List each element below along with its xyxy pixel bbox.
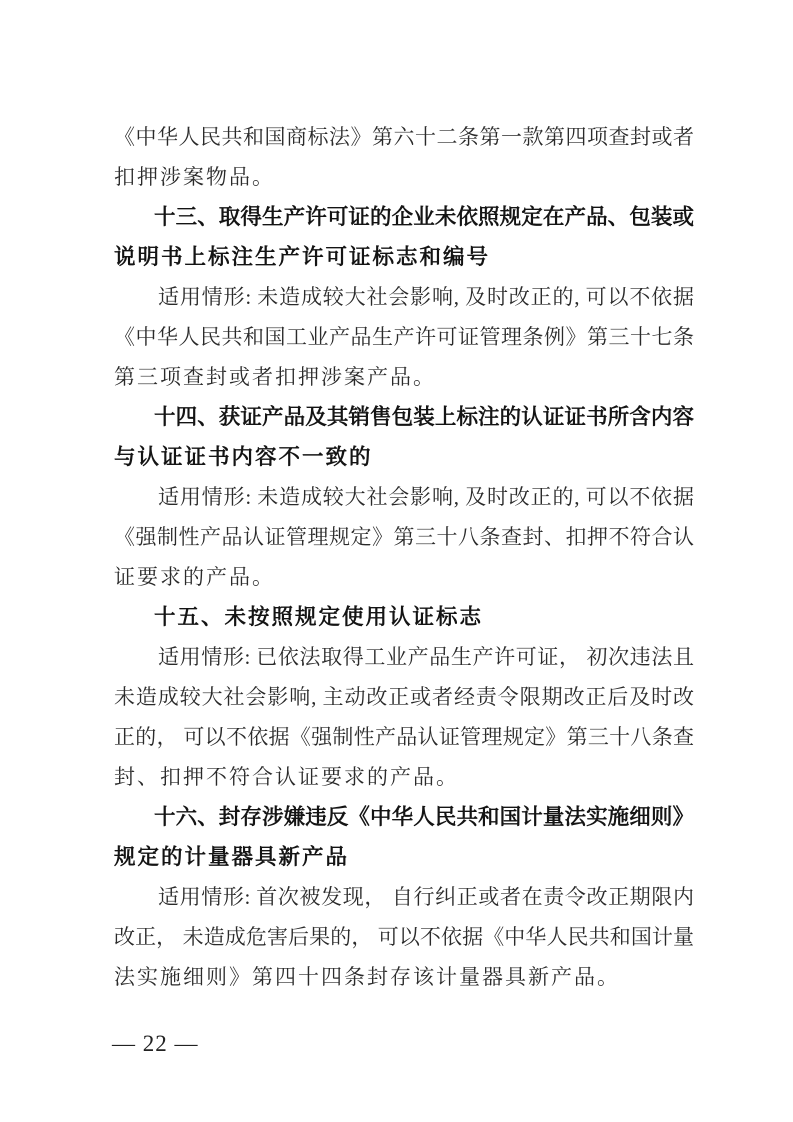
body-text-line: 《中华人民共和国商标法》第六十二条第一款第四项查封或者 bbox=[114, 125, 694, 149]
body-text-line: 正的， 可以不依据《强制性产品认证管理规定》第三十八条查 bbox=[114, 725, 694, 749]
page-number: — 22 — bbox=[112, 1031, 199, 1056]
body-text-line: 未造成较大社会影响, 主动改正或者经责令限期改正后及时改 bbox=[114, 685, 694, 709]
section-heading-line: 十五、未按照规定使用认证标志 bbox=[154, 605, 484, 629]
body-text-line: 法实施细则》第四十四条封存该计量器具新产品。 bbox=[114, 965, 620, 989]
body-text-line: 封、扣押不符合认证要求的产品。 bbox=[114, 765, 459, 789]
document-content bbox=[114, 117, 694, 997]
body-text-line: 《中华人民共和国工业产品生产许可证管理条例》第三十七条 bbox=[114, 325, 694, 349]
body-text-line: 适用情形: 已依法取得工业产品生产许可证， 初次违法且 bbox=[158, 645, 694, 669]
body-text-line: 适用情形: 首次被发现， 自行纠正或者在责令改正期限内 bbox=[158, 885, 694, 909]
section-heading-line: 与认证证书内容不一致的 bbox=[114, 445, 373, 469]
section-heading-line: 规定的计量器具新产品 bbox=[114, 845, 350, 869]
body-text-line: 改正， 未造成危害后果的， 可以不依据《中华人民共和国计量 bbox=[114, 925, 694, 949]
body-text-line: 第三项查封或者扣押涉案产品。 bbox=[114, 365, 436, 389]
section-heading-line: 十四、获证产品及其销售包装上标注的认证证书所含内容 bbox=[154, 405, 694, 429]
section-heading-line: 十六、封存涉嫌违反《中华人民共和国计量法实施细则》 bbox=[154, 805, 694, 829]
section-heading-line: 说明书上标注生产许可证标志和编号 bbox=[114, 245, 491, 269]
body-text-line: 扣押涉案物品。 bbox=[114, 165, 275, 189]
body-text-line: 适用情形: 未造成较大社会影响, 及时改正的, 可以不依据 bbox=[158, 285, 694, 309]
body-text-line: 适用情形: 未造成较大社会影响, 及时改正的, 可以不依据 bbox=[158, 485, 694, 509]
body-text-line: 《强制性产品认证管理规定》第三十八条查封、扣押不符合认 bbox=[114, 525, 694, 549]
section-heading-line: 十三、取得生产许可证的企业未依照规定在产品、包装或 bbox=[154, 205, 694, 229]
body-text-line: 证要求的产品。 bbox=[114, 565, 275, 589]
page-footer bbox=[112, 1029, 199, 1059]
